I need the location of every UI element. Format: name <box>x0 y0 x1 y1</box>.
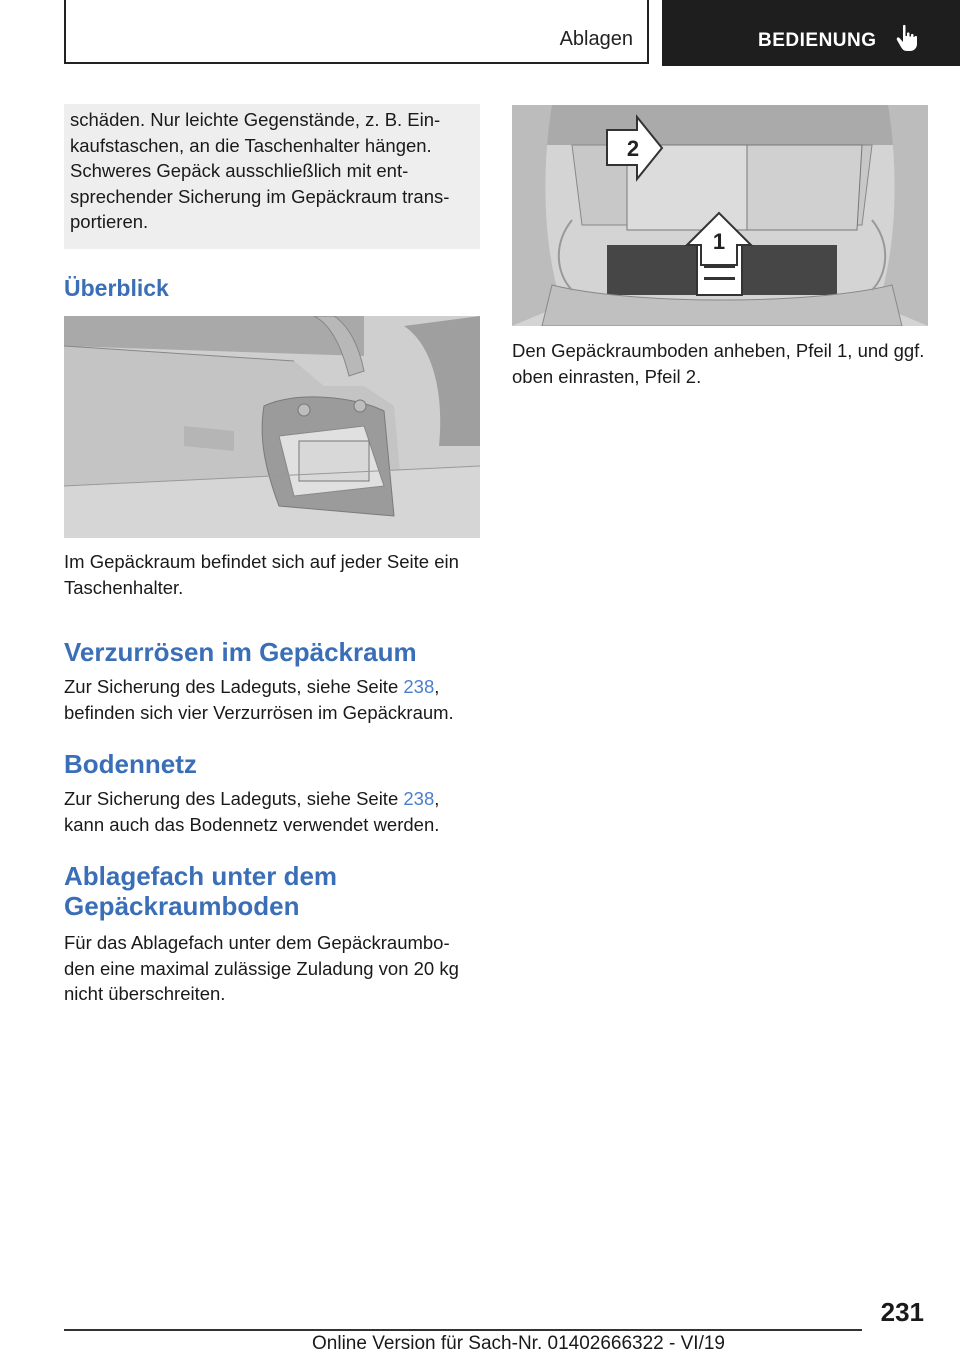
overview-heading: Überblick <box>64 275 169 301</box>
hand-pointer-icon <box>896 24 918 52</box>
tie-down-page-link[interactable]: 238 <box>403 676 435 697</box>
tie-down-text <box>64 674 480 725</box>
floor-net-page-link[interactable]: 238 <box>403 788 435 809</box>
footer-rule <box>64 1329 862 1331</box>
floor-figure-caption: Den Gepäckraumboden anheben, Pfeil 1, und ggf. oben einrasten, Pfeil 2. <box>512 340 925 387</box>
storage-text: Für das Ablagefach unter dem Gepäckraumbo-den eine maximal zulässige Zuladung von 20 kg nicht überschreiten. <box>64 932 459 1004</box>
trunk-side-figure <box>64 316 480 538</box>
note-box <box>64 104 480 249</box>
header-section-title: Ablagen <box>559 28 633 50</box>
page-number: 231 <box>880 1297 924 1327</box>
tie-down-text-part: Zur Sicherung des Ladeguts, siehe Seite <box>64 676 404 697</box>
overview-caption: Im Gepäckraum befindet sich auf jeder Seite ein Taschenhalter. <box>64 551 459 598</box>
header-chapter-title: BEDIENUNG <box>758 30 877 51</box>
arrow-1-label: 1 <box>712 229 726 254</box>
trunk-floor-figure <box>512 105 928 326</box>
floor-net-heading: Bodennetz <box>64 749 197 779</box>
note-text: schäden. Nur leichte Gegenstände, z. B. Ein-kaufstaschen, an die Taschenhalter hängen. Schweres Gepäck ausschließlich mit ent-sprechender Sicherung im Gepäckraum trans-portieren. <box>70 109 450 232</box>
trunk-floor-illustration <box>512 105 928 326</box>
storage-heading: Ablagefach unter dem Gepäckraumboden <box>64 861 338 921</box>
header-chapter-box <box>662 0 960 66</box>
tie-down-text-part: , befinden sich vier Verzurrösen im Gepäckraum. <box>64 676 454 723</box>
floor-net-text-part: , kann auch das Bodennetz verwendet werden. <box>64 788 440 835</box>
footer-text: Online Version für Sach-Nr. 01402666322 - VI/19 <box>312 1333 725 1354</box>
floor-net-text-part: Zur Sicherung des Ladeguts, siehe Seite <box>64 788 404 809</box>
tie-down-heading: Verzurrösen im Gepäckraum <box>64 637 417 667</box>
floor-net-text <box>64 786 480 837</box>
arrow-2-label: 2 <box>626 136 640 161</box>
header-section-box <box>64 0 649 64</box>
trunk-side-illustration <box>64 316 480 538</box>
